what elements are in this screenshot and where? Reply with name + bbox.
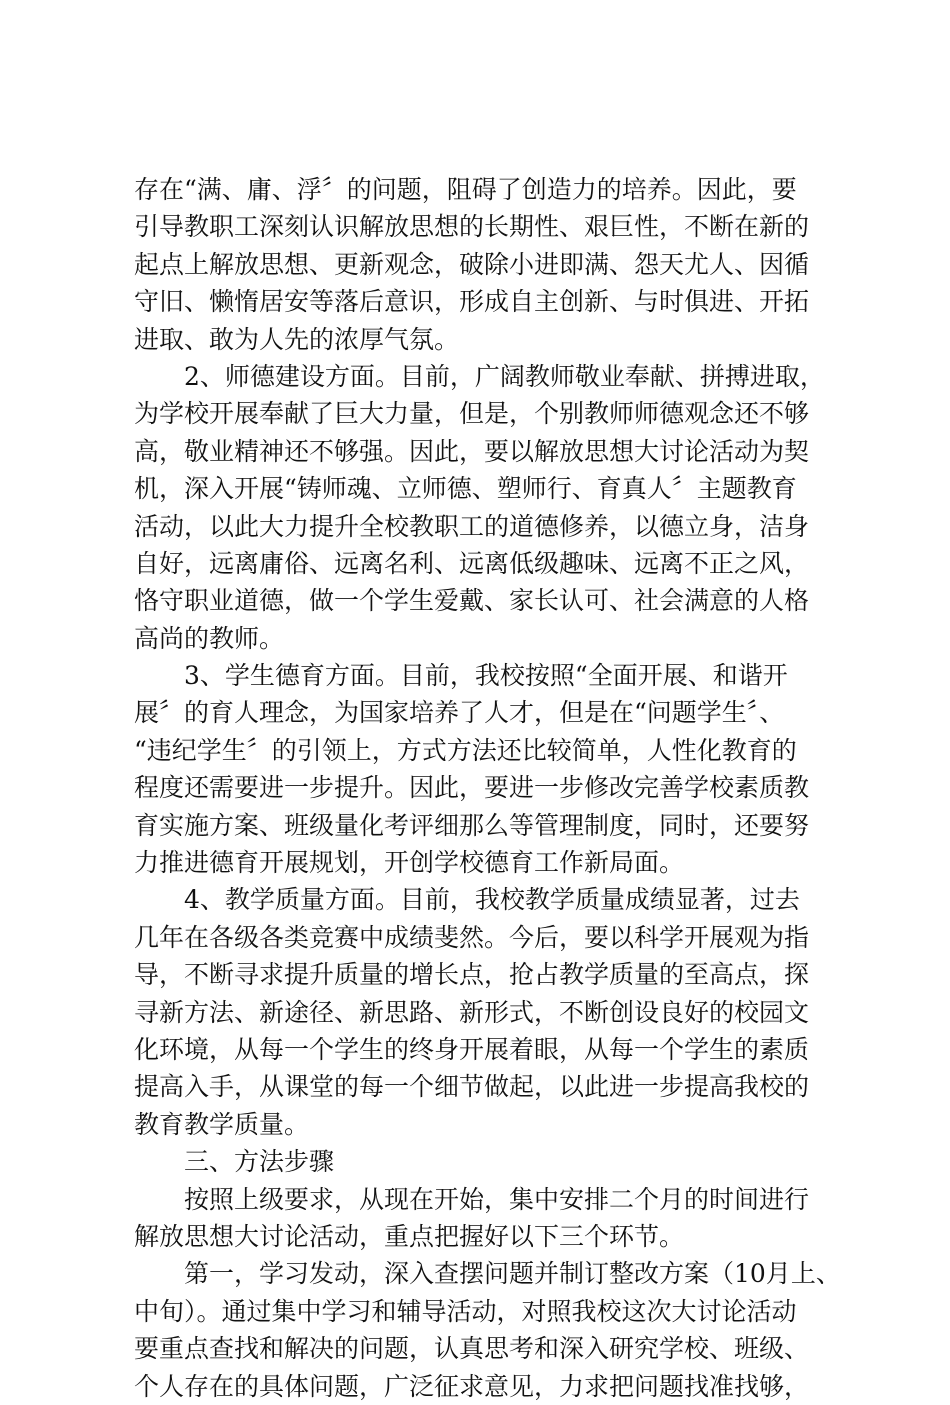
text-line: 展〞的育人理念，为国家培养了人才，但是在“问题学生〞、 <box>134 698 785 728</box>
text-line: 起点上解放思想、更新观念，破除小进即满、怨天尤人、因循 <box>134 249 810 279</box>
text-line: 为学校开展奉献了巨大力量，但是，个别教师师德观念还不够 <box>134 399 810 429</box>
text-line: 教育教学质量。 <box>134 1109 310 1139</box>
section-heading: 三、方法步骤 <box>184 1147 335 1177</box>
text-line: 按照上级要求，从现在开始，集中安排二个月的时间进行 <box>184 1184 810 1214</box>
text-line: 育实施方案、班级量化考评细那么等管理制度，同时，还要努 <box>134 810 810 840</box>
text-line: 恪守职业道德，做一个学生爱戴、家长认可、社会满意的人格 <box>134 586 810 616</box>
text-line: 高，敬业精神还不够强。因此，要以解放思想大讨论活动为契 <box>134 436 810 466</box>
text-line: 力推进德育开展规划，开创学校德育工作新局面。 <box>134 848 685 878</box>
text-line: 自好，远离庸俗、远离名利、远离低级趣味、远离不正之风， <box>134 548 810 578</box>
text-line: 化环境，从每一个学生的终身开展着眼，从每一个学生的素质 <box>134 1034 810 1064</box>
text-line: 活动，以此大力提升全校教职工的道德修养，以德立身，洁身 <box>134 511 810 541</box>
text-line: 提高入手，从课堂的每一个细节做起，以此进一步提高我校的 <box>134 1072 810 1102</box>
text-line: 中旬）。通过集中学习和辅导活动，对照我校这次大讨论活动 <box>134 1296 797 1326</box>
body-text <box>134 171 854 1405</box>
text-line: 解放思想大讨论活动，重点把握好以下三个环节。 <box>134 1221 685 1251</box>
text-line: 存在“满、庸、浮〞的问题，阻碍了创造力的培养。因此，要 <box>134 175 797 204</box>
text-line: 引导教职工深刻认识解放思想的长期性、艰巨性，不断在新的 <box>134 212 810 242</box>
text-line: 守旧、懒惰居安等落后意识，形成自主创新、与时俱进、开拓 <box>134 287 810 317</box>
text-line: 高尚的教师。 <box>134 623 285 653</box>
text-line: 个人存在的具体问题，广泛征求意见，力求把问题找准找够， <box>134 1371 810 1401</box>
text-line: 2、师德建设方面。目前，广阔教师敬业奉献、拼搏进取， <box>184 361 825 391</box>
text-line: 机，深入开展“铸师魂、立师德、塑师行、育真人〞主题教育 <box>134 474 797 504</box>
text-line: “违纪学生〞的引领上，方式方法还比较简单，人性化教育的 <box>134 735 797 765</box>
text-line: 4、教学质量方面。目前，我校教学质量成绩显著，过去 <box>184 885 800 915</box>
text-line: 进取、敢为人先的浓厚气氛。 <box>134 324 460 354</box>
text-line: 3、学生德育方面。目前，我校按照“全面开展、和谐开 <box>184 661 788 691</box>
text-line: 要重点查找和解决的问题，认真思考和深入研究学校、班级、 <box>134 1334 810 1364</box>
text-line: 几年在各级各类竞赛中成绩斐然。今后，要以科学开展观为指 <box>134 922 810 952</box>
text-line: 导，不断寻求提升质量的增长点，抢占教学质量的至高点，探 <box>134 960 810 990</box>
text-line: 程度还需要进一步提升。因此，要进一步修改完善学校素质教 <box>134 773 810 803</box>
text-line: 寻新方法、新途径、新思路、新形式，不断创设良好的校园文 <box>134 997 810 1027</box>
text-line: 第一，学习发动，深入查摆问题并制订整改方案（10月上、 <box>184 1259 841 1289</box>
